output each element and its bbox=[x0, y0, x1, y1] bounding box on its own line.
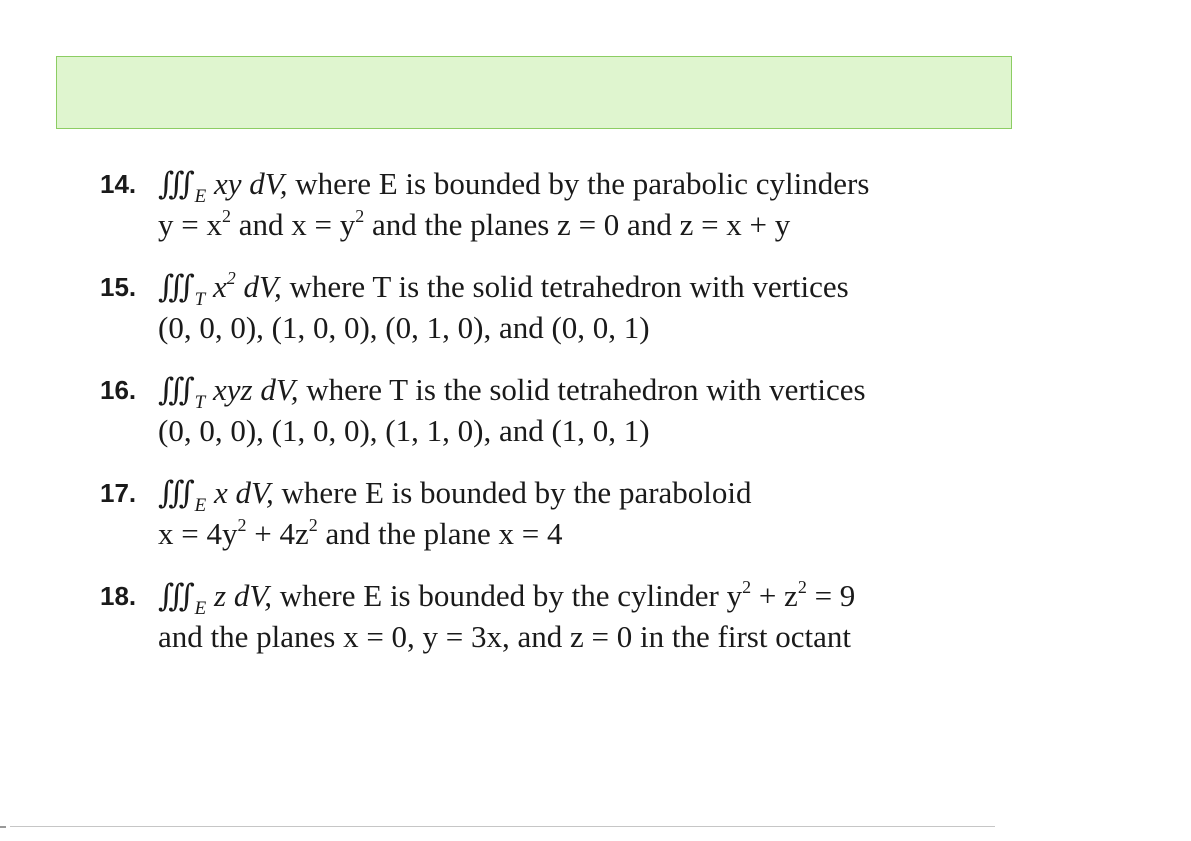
problem-line-1 bbox=[158, 370, 866, 415]
exponent: 2 bbox=[221, 205, 231, 226]
problem-line-2: (0, 0, 0), (1, 0, 0), (0, 1, 0), and (0, 0, 1) bbox=[158, 310, 650, 345]
integrand: xyz dV, bbox=[212, 372, 299, 407]
problem-statement: where E is bounded by the paraboloid bbox=[281, 475, 752, 510]
problem-number: 17. bbox=[100, 478, 137, 508]
equation-part: x = 4y bbox=[158, 516, 238, 551]
problem-line-2 bbox=[158, 514, 562, 554]
integral-region: T bbox=[194, 289, 206, 310]
triple-integral-symbol: ∭ bbox=[158, 269, 195, 304]
problem-statement: where T is the solid tetrahedron with vertices bbox=[306, 372, 866, 407]
equation-part: where E is bounded by the cylinder y bbox=[279, 578, 743, 613]
exponent: 2 bbox=[237, 514, 247, 535]
footer-divider bbox=[10, 826, 995, 827]
problem-statement: where E is bounded by the parabolic cylinders bbox=[295, 166, 870, 201]
equation-part: + z bbox=[751, 578, 798, 613]
integrand: xy dV, bbox=[214, 166, 288, 201]
exponent: 2 bbox=[226, 267, 236, 288]
triple-integral-symbol: ∭ bbox=[158, 578, 195, 613]
problem-line-2 bbox=[158, 205, 790, 245]
integral-region: E bbox=[194, 495, 207, 516]
problem-line-1 bbox=[158, 267, 849, 312]
problem-line-1 bbox=[158, 576, 855, 621]
exponent: 2 bbox=[742, 576, 752, 597]
problem-number: 18. bbox=[100, 581, 137, 611]
equation-part: and x = y bbox=[230, 207, 356, 242]
problem-number: 15. bbox=[100, 272, 137, 302]
problem-number: 16. bbox=[100, 375, 137, 405]
equation-part: y = x bbox=[158, 207, 222, 242]
exponent: 2 bbox=[308, 514, 318, 535]
problem-line-2: and the planes x = 0, y = 3x, and z = 0 in the first octant bbox=[158, 619, 851, 654]
triple-integral-symbol: ∭ bbox=[158, 166, 195, 201]
integrand-rest: dV, bbox=[235, 269, 282, 304]
integral-region: E bbox=[194, 186, 207, 207]
exponent: 2 bbox=[797, 576, 807, 597]
footer-marker bbox=[0, 826, 6, 828]
problem-statement: where T is the solid tetrahedron with vertices bbox=[289, 269, 849, 304]
integrand: z dV, bbox=[214, 578, 273, 613]
equation-part: and the plane x = 4 bbox=[317, 516, 563, 551]
equation-part: + 4z bbox=[246, 516, 309, 551]
problem-line-1 bbox=[158, 473, 752, 518]
problem-line-2: (0, 0, 0), (1, 0, 0), (1, 1, 0), and (1, 0, 1) bbox=[158, 413, 650, 448]
problem-line-1 bbox=[158, 164, 869, 209]
equation-part: = 9 bbox=[806, 578, 856, 613]
integrand bbox=[213, 269, 282, 304]
triple-integral-symbol: ∭ bbox=[158, 475, 195, 510]
problem-number: 14. bbox=[100, 169, 137, 199]
integrand: x dV, bbox=[214, 475, 274, 510]
integral-region: E bbox=[194, 598, 207, 619]
integral-region: T bbox=[194, 392, 206, 413]
exponent: 2 bbox=[355, 205, 365, 226]
integrand-base: x bbox=[212, 269, 227, 304]
triple-integral-symbol: ∭ bbox=[158, 372, 195, 407]
equation-part: and the planes z = 0 and z = x + y bbox=[364, 207, 791, 242]
problem-statement bbox=[280, 578, 856, 613]
